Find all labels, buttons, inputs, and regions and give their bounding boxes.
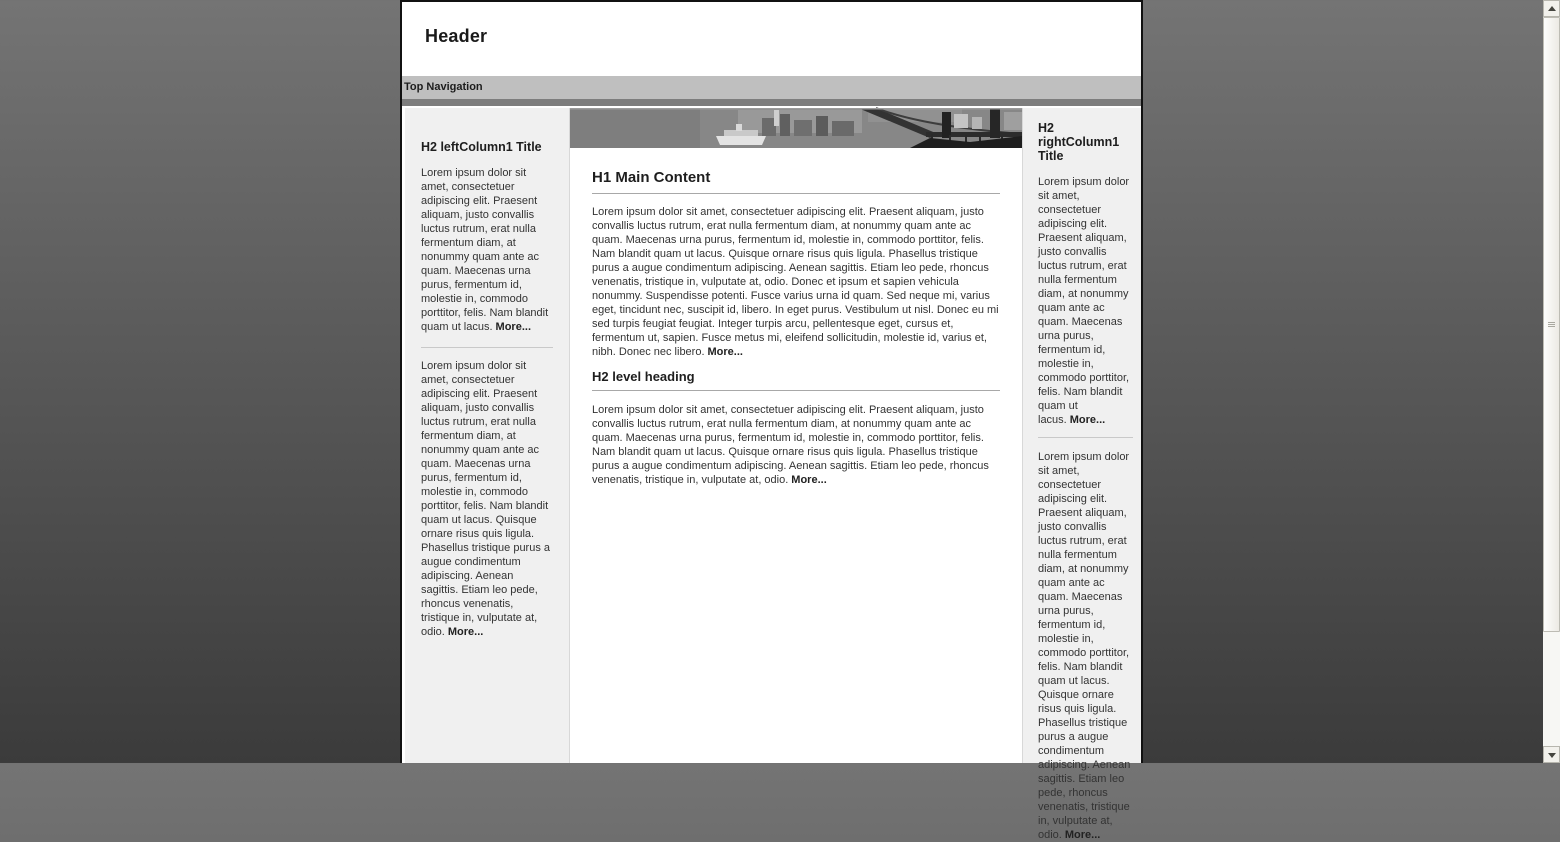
heading-rule	[592, 193, 1000, 194]
right-column-title: H2 rightColumn1 Title	[1038, 121, 1120, 163]
more-link[interactable]: More...	[791, 474, 827, 486]
more-link[interactable]: More...	[495, 321, 531, 333]
page-header	[402, 2, 1141, 76]
scrollbar-thumb[interactable]	[1543, 17, 1560, 632]
banner-image	[570, 108, 1022, 148]
paragraph-divider	[1038, 437, 1133, 438]
left-column-paragraph-2: Lorem ipsum dolor sit amet, consectetuer adipiscing elit. Praesent aliquam, justo convallis luctus rutrum, erat nulla fermentum diam, at nonummy quam ante ac quam. Maecenas urna purus, fermentum id, molestie in, commodo porttitor, felis. Nam blandit quam ut lacus. Quisque ornare risus quis ligula. Phasellus tristique purus a augue condimentum adipiscing. Aenean sagittis. Etiam leo pede, rhoncus venenatis, tristique in, vulputate at, odio. More...	[421, 360, 551, 638]
heading-rule	[592, 390, 1000, 391]
up-arrow-icon	[1548, 6, 1556, 11]
nav-separator-band	[402, 99, 1141, 106]
right-column	[1022, 108, 1141, 841]
section-heading: H2 level heading	[592, 369, 695, 384]
left-column-paragraph-1: Lorem ipsum dolor sit amet, consectetuer adipiscing elit. Praesent aliquam, justo convallis luctus rutrum, erat nulla fermentum diam, at nonummy quam ante ac quam. Maecenas urna purus, fermentum id, molestie in, commodo porttitor, felis. Nam blandit quam ut lacus. More...	[421, 167, 549, 333]
paragraph-divider	[421, 347, 553, 348]
top-navigation-bar	[402, 76, 1141, 99]
main-heading: H1 Main Content	[592, 169, 711, 186]
left-column	[405, 108, 570, 763]
right-column-paragraph-2: Lorem ipsum dolor sit amet, consectetuer adipiscing elit. Praesent aliquam, justo convallis luctus rutrum, erat nulla fermentum diam, at nonummy quam ante ac quam. Maecenas urna purus, fermentum id, molestie in, commodo porttitor, felis. Nam blandit quam ut lacus. Quisque ornare risus quis ligula. Phasellus tristique purus a augue condimentum adipiscing. Aenean sagittis. Etiam leo pede, rhoncus venenatis, tristique in, vulputate at, odio. More...	[1038, 451, 1131, 841]
left-column-title: H2 leftColumn1 Title	[421, 140, 542, 154]
more-link[interactable]: More...	[1069, 414, 1106, 426]
down-arrow-icon	[1548, 753, 1556, 758]
right-column-paragraph-1: Lorem ipsum dolor sit amet, consectetuer adipiscing elit. Praesent aliquam, justo convallis luctus rutrum, erat nulla fermentum diam, at nonummy quam ante ac quam. Maecenas urna purus, fermentum id, molestie in, commodo porttitor, felis. Nam blandit quam ut lacus. More...	[1038, 176, 1130, 426]
main-content	[570, 108, 1022, 763]
more-link[interactable]: More...	[1064, 829, 1101, 841]
vertical-scrollbar[interactable]	[1543, 0, 1560, 763]
top-navigation-label: Top Navigation	[404, 81, 483, 93]
scroll-up-button[interactable]	[1543, 0, 1560, 17]
scroll-down-button[interactable]	[1543, 746, 1560, 763]
page-title: Header	[425, 26, 488, 46]
more-link[interactable]: More...	[707, 346, 743, 358]
more-link[interactable]: More...	[447, 626, 484, 638]
intro-paragraph: Lorem ipsum dolor sit amet, consectetuer adipiscing elit. Praesent aliquam, justo convallis luctus rutrum, erat nulla fermentum diam, at nonummy quam ante ac quam. Maecenas urna purus, fermentum id, molestie in, commodo porttitor, felis. Nam blandit quam ut lacus. Quisque ornare risus quis ligula. Phasellus tristique purus a augue condimentum adipiscing. Aenean sagittis. Etiam leo pede, rhoncus venenatis, tristique in, vulputate at, odio. Donec et ipsum et sapien vehicula nonummy. Suspendisse potenti. Fusce varius urna id quam. Sed neque mi, varius eget, tincidunt nec, suscipit id, libero. In eget purus. Vestibulum ut nisl. Donec eu mi sed turpis feugiat feugiat. Integer turpis arcu, pellentesque eget, cursus et, fermentum ut, sapien. Fusce metus mi, eleifend sollicitudin, molestie id, varius et, nibh. Donec nec libero. More...	[592, 206, 999, 358]
content-area	[402, 108, 1141, 841]
section-paragraph: Lorem ipsum dolor sit amet, consectetuer adipiscing elit. Praesent aliquam, justo convallis luctus rutrum, erat nulla fermentum diam, at nonummy quam ante ac quam. Maecenas urna purus, fermentum id, molestie in, commodo porttitor, felis. Nam blandit quam ut lacus. Quisque ornare risus quis ligula. Phasellus tristique purus a augue condimentum adipiscing. Aenean sagittis. Etiam leo pede, rhoncus venenatis, tristique in, vulputate at, odio. More...	[592, 404, 989, 486]
page	[400, 0, 1143, 841]
thumb-grip-icon	[1548, 322, 1555, 328]
